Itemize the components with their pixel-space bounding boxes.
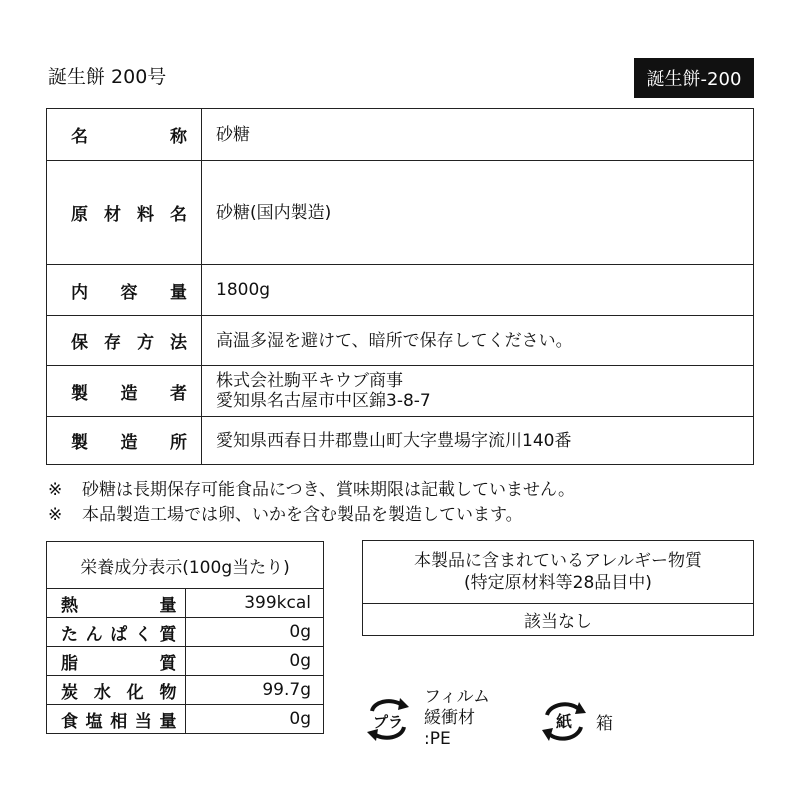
nutrition-row (47, 676, 324, 705)
note-mark: ※ (48, 505, 63, 525)
plastic-item-1: フィルム (424, 687, 490, 707)
allergen-title: 本製品に含まれているアレルギー物質 (414, 551, 702, 571)
nutrition-header: 栄養成分表示(100g当たり) (47, 542, 324, 589)
allergen-value: 該当なし (524, 612, 592, 632)
nutrient-value: 99.7g (185, 676, 324, 705)
label-key: 原材料名 (71, 205, 187, 225)
plastic-recycle-label (424, 687, 490, 750)
nutrition-header-row (47, 542, 324, 589)
allergen-box (362, 540, 754, 636)
nutrition-row (47, 618, 324, 647)
label-row-content (47, 265, 754, 316)
nutrient-name: 炭水化物 (61, 682, 177, 703)
label-key: 保存方法 (71, 333, 187, 353)
note-item (48, 503, 575, 528)
note-text: 本品製造工場では卵、いかを含む製品を製造しています。 (82, 505, 523, 525)
label-row-ingredients (47, 161, 754, 265)
nutrient-value: 0g (185, 705, 324, 734)
food-label-table (46, 108, 754, 465)
nutrition-row (47, 647, 324, 676)
nutrient-name: たんぱく質 (61, 624, 177, 645)
note-text: 砂糖は長期保存可能食品につき、賞味期限は記載していません。 (82, 480, 575, 500)
label-row-manufacturer (47, 366, 754, 417)
label-key: 名 称 (71, 127, 187, 147)
paper-mark-text: 紙 (555, 712, 573, 731)
notes (48, 478, 575, 528)
plastic-material: :PE (424, 729, 451, 749)
manufacturer-name: 株式会社駒平キウブ商事 (216, 371, 403, 391)
plastic-mark-text: プラ (372, 713, 404, 731)
product-title: 誕生餅 200号 (48, 66, 167, 88)
label-row-factory (47, 417, 754, 465)
label-row-name (47, 109, 754, 161)
plastic-item-2: 緩衝材 (424, 708, 475, 728)
manufacturer-address: 愛知県名古屋市中区錦3-8-7 (216, 391, 431, 411)
label-row-storage (47, 316, 754, 366)
nutrient-value: 0g (185, 647, 324, 676)
product-code: 誕生餅-200 (646, 69, 742, 90)
label-value: 高温多湿を避けて、暗所で保存してください。 (202, 316, 754, 366)
nutrient-value: 399kcal (185, 589, 324, 618)
paper-recycle-icon (538, 695, 590, 747)
product-code-badge (634, 58, 754, 98)
nutrition-row (47, 589, 324, 618)
note-mark: ※ (48, 480, 63, 500)
plastic-recycle-icon (362, 693, 414, 745)
nutrition-table (46, 541, 324, 734)
nutrient-name: 食塩相当量 (61, 711, 177, 732)
note-item (48, 478, 575, 503)
nutrient-value: 0g (185, 618, 324, 647)
nutrient-name: 脂 質 (61, 653, 177, 674)
label-value: 砂糖 (202, 109, 754, 161)
allergen-header (363, 541, 753, 604)
paper-item-label: 箱 (596, 714, 613, 734)
label-value: 1800g (202, 265, 754, 316)
label-value: 愛知県西春日井郡豊山町大字豊場字流川140番 (202, 417, 754, 465)
label-value: 砂糖(国内製造) (202, 161, 754, 265)
label-key: 製造所 (71, 433, 187, 453)
label-key: 製造者 (71, 383, 187, 404)
allergen-subtitle: (特定原材料等28品目中) (464, 573, 652, 593)
label-key: 内容量 (71, 282, 187, 303)
nutrient-name: 熱 量 (61, 595, 177, 616)
nutrition-row (47, 705, 324, 734)
